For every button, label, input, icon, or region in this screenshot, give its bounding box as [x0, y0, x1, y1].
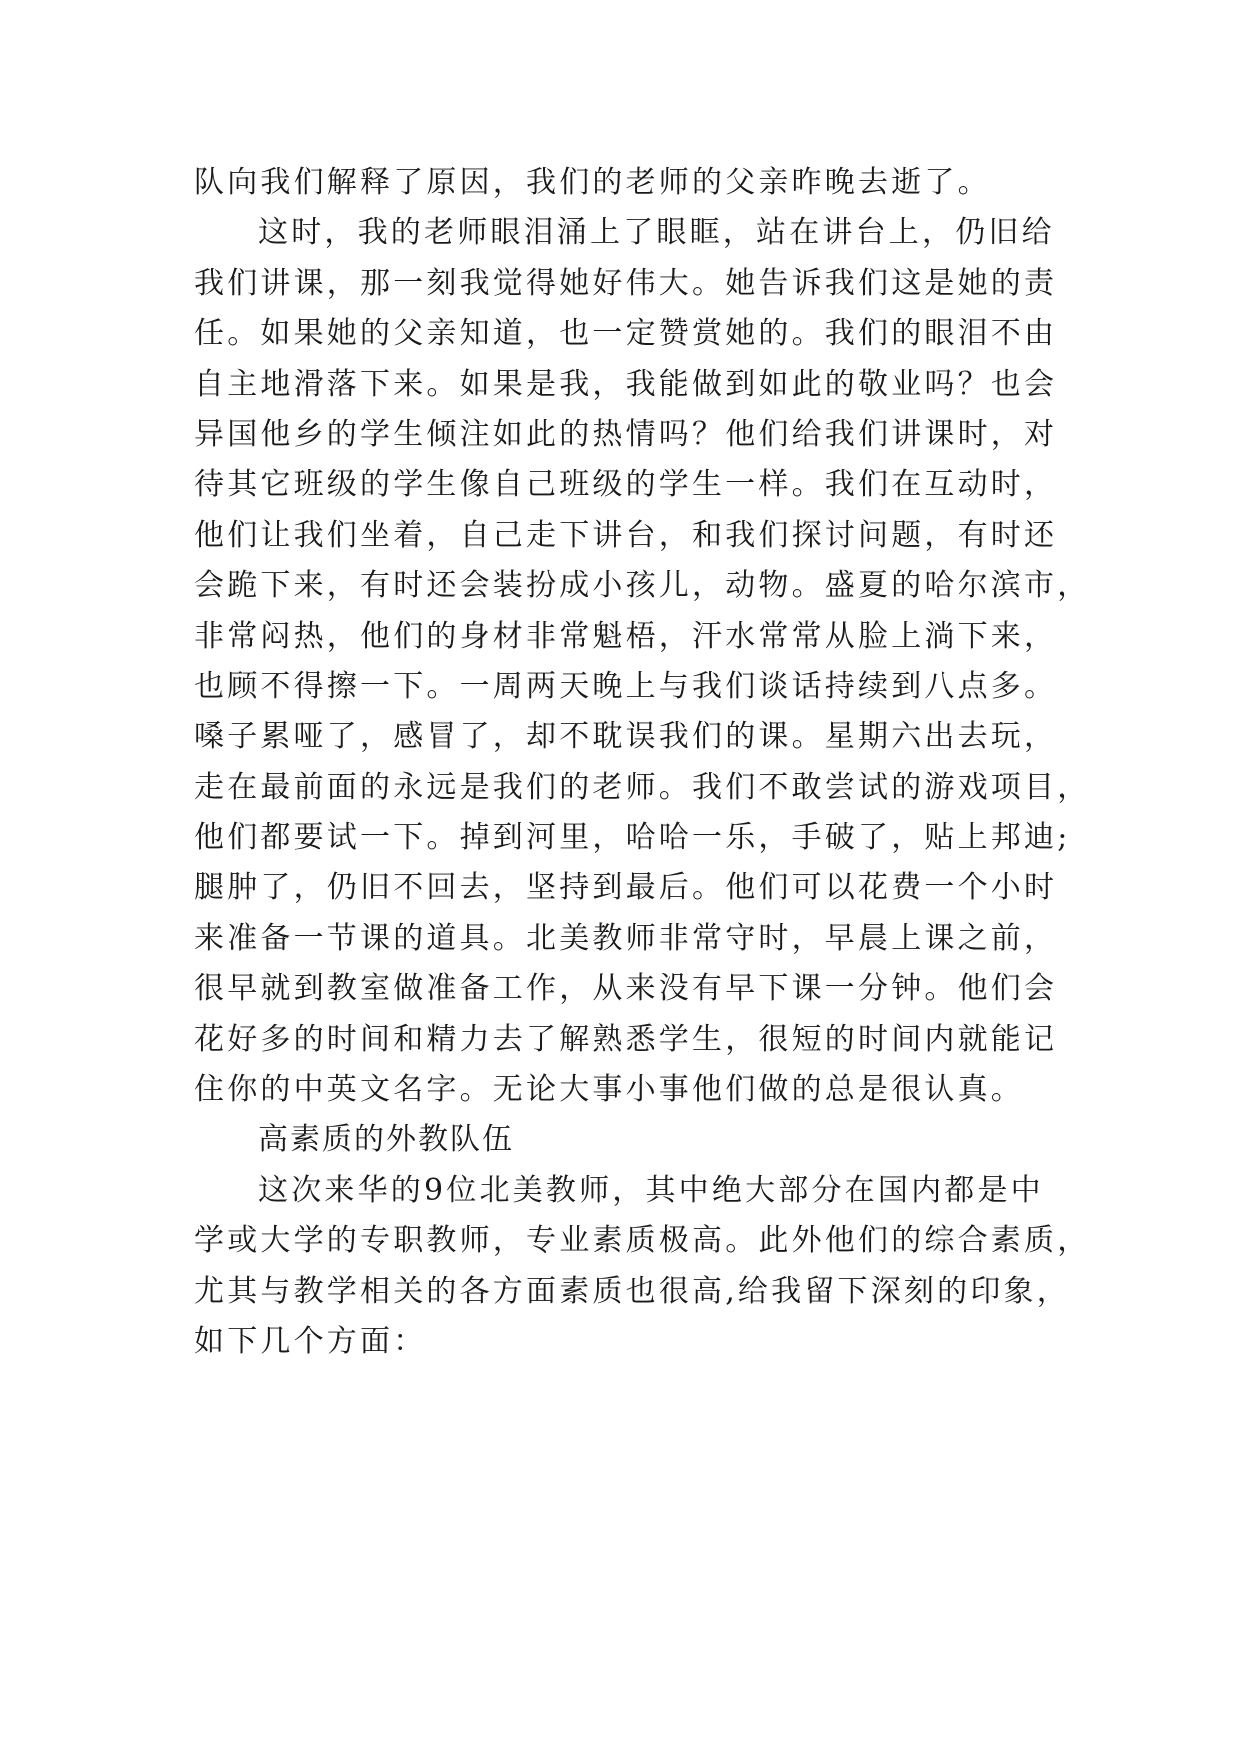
- text-line: 腿肿了，仍旧不回去，坚持到最后。他们可以花费一个小时: [194, 870, 1058, 906]
- text-line: 他们都要试一下。掉到河里，哈哈一乐，手破了，贴上邦迪;: [194, 820, 1071, 856]
- text-line: 来准备一节课的道具。北美教师非常守时，早晨上课之前，: [194, 920, 1058, 956]
- text-line: 任。如果她的父亲知道，也一定赞赏她的。我们的眼泪不由: [194, 316, 1058, 352]
- text-line: 尤其与教学相关的各方面素质也很高,给我留下深刻的印象，: [194, 1273, 1070, 1309]
- text-line: 自主地滑落下来。如果是我，我能做到如此的敬业吗？也会: [194, 366, 1058, 402]
- text-line: 待其它班级的学生像自己班级的学生一样。我们在互动时，: [194, 467, 1058, 503]
- document-body: [194, 158, 1091, 1367]
- text-line: 我们讲课，那一刻我觉得她好伟大。她告诉我们这是她的责: [194, 265, 1058, 301]
- text-line: 花好多的时间和精力去了解熟悉学生，很短的时间内就能记: [194, 1021, 1058, 1057]
- text-line: 也顾不得擦一下。一周两天晚上与我们谈话持续到八点多。: [194, 668, 1058, 704]
- text-line: 会跪下来，有时还会装扮成小孩儿，动物。盛夏的哈尔滨市，: [194, 568, 1091, 604]
- text-line: 嗓子累哑了，感冒了，却不耽误我们的课。星期六出去玩，: [194, 719, 1058, 755]
- text-line: 住你的中英文名字。无论大事小事他们做的总是很认真。: [194, 1072, 1024, 1108]
- paragraph-start-line: 这次来华的9位北美教师，其中绝大部分在国内都是中: [258, 1172, 1044, 1208]
- text-line: 异国他乡的学生倾注如此的热情吗？他们给我们讲课时，对: [194, 416, 1058, 452]
- text-line: 很早就到教室做准备工作，从来没有早下课一分钟。他们会: [194, 971, 1058, 1007]
- paragraph-start-line: 这时，我的老师眼泪涌上了眼眶，站在讲台上，仍旧给: [258, 215, 1055, 251]
- text-line: 非常闷热，他们的身材非常魁梧，汗水常常从脸上淌下来，: [194, 618, 1058, 654]
- text-line: 走在最前面的永远是我们的老师。我们不敢尝试的游戏项目，: [194, 769, 1091, 805]
- text-line: 如下几个方面：: [194, 1323, 427, 1359]
- text-line: 学或大学的专职教师，专业素质极高。此外他们的综合素质，: [194, 1223, 1091, 1259]
- section-heading: 高素质的外教队伍: [258, 1122, 514, 1158]
- text-line: 队向我们解释了原因，我们的老师的父亲昨晚去逝了。: [194, 165, 991, 200]
- text-line: 他们让我们坐着，自己走下讲台，和我们探讨问题，有时还: [194, 517, 1058, 553]
